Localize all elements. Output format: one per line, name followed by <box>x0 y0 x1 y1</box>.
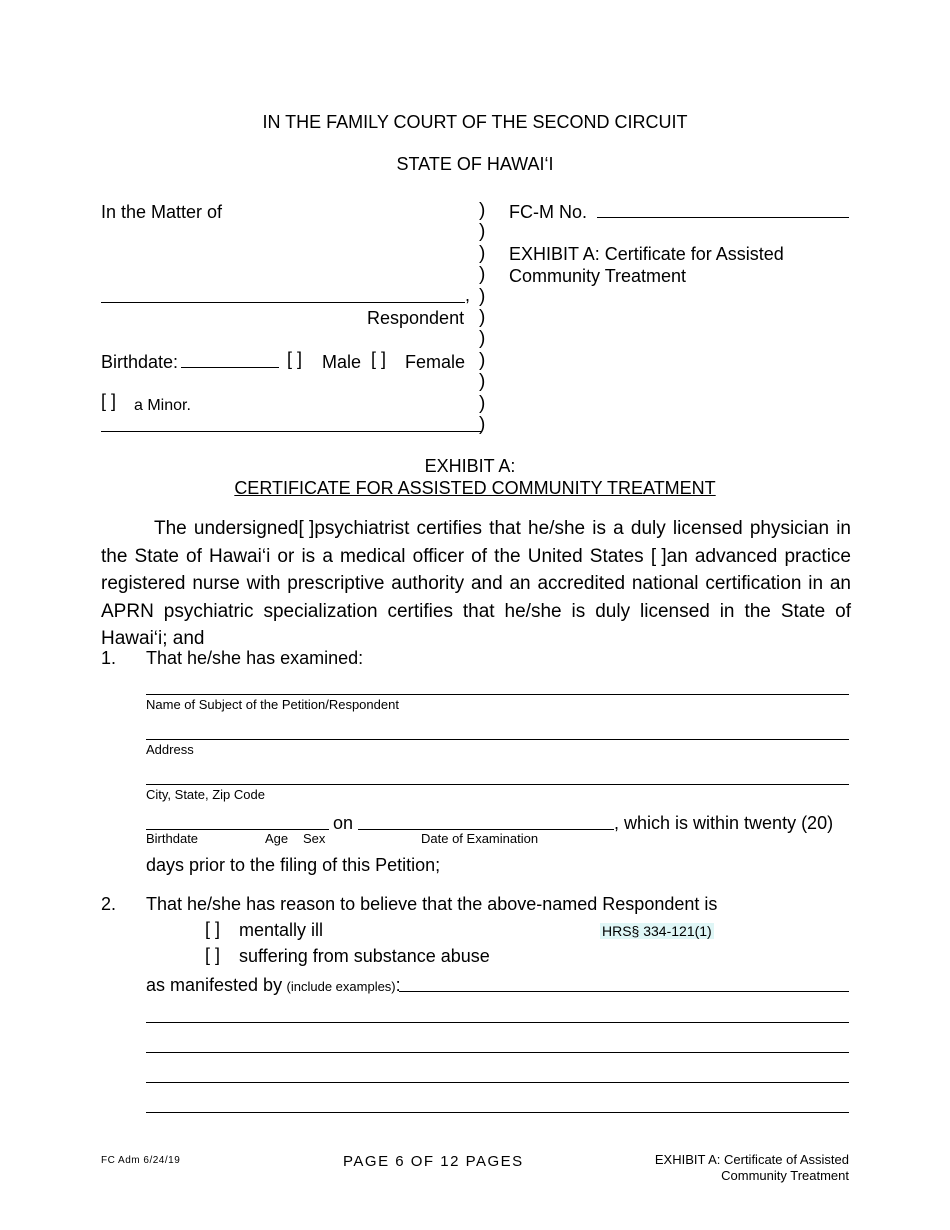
include-examples-text: (include examples) <box>286 979 396 994</box>
minor-label: a Minor. <box>134 397 191 414</box>
footer-exhibit-line1: EXHIBIT A: Certificate of Assisted <box>654 1152 849 1167</box>
item2-number: 2. <box>101 894 117 914</box>
aprn-checkbox[interactable]: [ ] <box>650 545 667 567</box>
intro-text-1: The undersigned <box>154 518 299 539</box>
paren: ) <box>479 285 486 307</box>
item1-text: That he/she has examined: <box>146 648 364 668</box>
exhibit-caption-line2: Community Treatment <box>509 266 687 286</box>
fcm-number-line[interactable] <box>597 217 849 218</box>
hrs-reference: HRS§ 334-121(1) <box>602 923 712 939</box>
manifested-by-label <box>146 975 401 996</box>
male-checkbox[interactable]: [ ] <box>287 349 303 369</box>
paren: ) <box>479 264 486 286</box>
mentally-ill-label: mentally ill <box>239 920 324 940</box>
male-label: Male <box>322 352 362 372</box>
age-sub-label: Age <box>265 831 289 846</box>
exhibit-title: EXHIBIT A: <box>424 456 516 476</box>
intro-text-2: psychiatrist certifies that he/she is a duly licensed physician in the State of Hawai‘i or is a medical officer of the United States <box>101 518 851 567</box>
manifested-line-2[interactable] <box>146 1022 849 1023</box>
footer-exhibit-line2: Community Treatment <box>721 1168 849 1183</box>
paren: ) <box>479 200 486 221</box>
exam-date-sub-label: Date of Examination <box>421 831 539 846</box>
female-label: Female <box>405 352 466 372</box>
paren: ) <box>479 242 486 264</box>
paren: ) <box>479 328 486 350</box>
state-heading: STATE OF HAWAI‘I <box>396 154 554 174</box>
intro-paragraph <box>101 515 851 653</box>
colon: : <box>395 975 401 995</box>
mentally-ill-checkbox[interactable]: [ ] <box>205 919 221 939</box>
sex-sub-label: Sex <box>303 831 326 846</box>
city-state-zip-line[interactable] <box>146 784 849 785</box>
within-twenty-text: , which is within twenty (20) <box>614 813 834 833</box>
paren: ) <box>479 349 486 371</box>
manifested-line-4[interactable] <box>146 1082 849 1083</box>
intro-text-3: an advanced practice registered nurse with prescriptive authority and an accredited national certification in an APRN psychiatric specialization certifies that he/she is duly licensed in the State of Hawai‘i; and <box>101 545 852 649</box>
subject-name-label: Name of Subject of the Petition/Respondent <box>146 697 399 712</box>
manifested-line-5[interactable] <box>146 1112 849 1113</box>
paren: ) <box>479 371 486 393</box>
caption-paren-column <box>479 200 485 435</box>
paren: ) <box>479 307 486 329</box>
form-id: FC Adm 6/24/19 <box>101 1155 181 1166</box>
item1-number: 1. <box>101 648 117 668</box>
address-line[interactable] <box>146 739 849 740</box>
exhibit-caption-line1: EXHIBIT A: Certificate for Assisted <box>509 244 784 264</box>
respondent-label: Respondent <box>367 308 465 328</box>
on-text: on <box>333 813 354 833</box>
subject-name-line[interactable] <box>146 694 849 695</box>
address-label: Address <box>146 742 194 757</box>
caption-comma: , <box>465 285 471 305</box>
certificate-title: CERTIFICATE FOR ASSISTED COMMUNITY TREATMENT <box>234 478 716 498</box>
days-prior-text: days prior to the filing of this Petition; <box>146 855 441 875</box>
birthdate-line[interactable] <box>181 367 279 368</box>
paren: ) <box>479 414 486 436</box>
respondent-name-line[interactable] <box>101 302 465 303</box>
manifested-text: as manifested by <box>146 975 283 995</box>
city-state-zip-label: City, State, Zip Code <box>146 787 265 802</box>
substance-abuse-label: suffering from substance abuse <box>239 946 490 966</box>
manifested-line-1[interactable] <box>399 991 849 992</box>
substance-abuse-checkbox[interactable]: [ ] <box>205 945 221 965</box>
female-checkbox[interactable]: [ ] <box>371 349 387 369</box>
caption-bottom-line <box>101 431 482 432</box>
birthdate-age-sex-line[interactable] <box>146 829 329 830</box>
item2-text: That he/she has reason to believe that the above-named Respondent is <box>146 894 718 914</box>
minor-checkbox[interactable]: [ ] <box>101 391 117 411</box>
paren: ) <box>479 392 486 414</box>
fcm-number-label: FC-M No. <box>509 202 587 222</box>
birthdate-label: Birthdate: <box>101 352 179 372</box>
footer-exhibit <box>655 1152 849 1184</box>
page-number: PAGE 6 OF 12 PAGES <box>343 1153 524 1170</box>
birthdate-sub-label: Birthdate <box>146 831 199 846</box>
in-matter-of-label: In the Matter of <box>101 202 223 222</box>
paren: ) <box>479 221 486 243</box>
psychiatrist-checkbox[interactable]: [ ] <box>298 518 315 539</box>
court-heading: IN THE FAMILY COURT OF THE SECOND CIRCUIT <box>262 112 688 132</box>
exam-date-line[interactable] <box>358 829 614 830</box>
manifested-line-3[interactable] <box>146 1052 849 1053</box>
